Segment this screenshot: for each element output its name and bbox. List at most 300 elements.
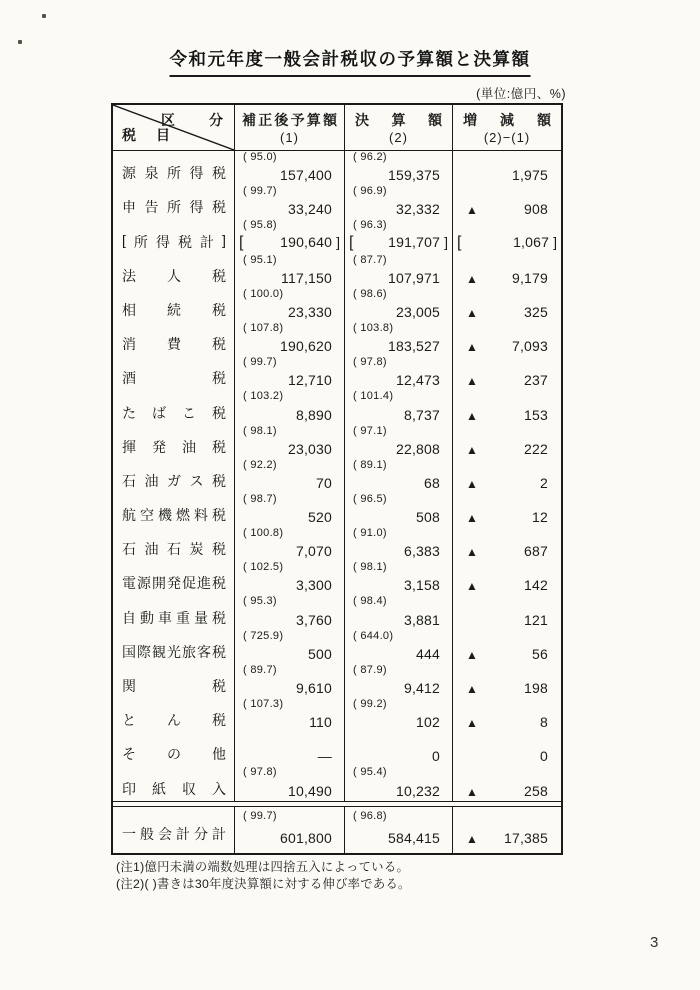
budget-cell bbox=[235, 493, 345, 527]
difference-value: 2 bbox=[540, 474, 548, 491]
budget-value: 33,240 bbox=[287, 201, 332, 218]
tax-name: 酒 税 bbox=[122, 370, 226, 387]
difference-value: 121 bbox=[524, 611, 548, 628]
budget-cell bbox=[235, 219, 345, 253]
table-row bbox=[113, 219, 561, 253]
value-line bbox=[453, 475, 561, 491]
settlement-cell bbox=[345, 322, 453, 356]
tax-name: 法 人 税 bbox=[122, 267, 226, 284]
table-row bbox=[113, 664, 561, 698]
tax-name-cell bbox=[113, 322, 235, 356]
settlement-value: 22,808 bbox=[395, 440, 440, 457]
budget-value: 23,330 bbox=[287, 303, 332, 320]
value-line bbox=[235, 372, 344, 388]
budget-value: 500 bbox=[308, 645, 332, 662]
settlement-value: 107,971 bbox=[387, 269, 440, 286]
header-settlement-sub: (2) bbox=[389, 130, 408, 145]
negative-triangle-icon: ▲ bbox=[466, 408, 478, 423]
total-name: 一 般 会 計 分 計 bbox=[122, 825, 226, 842]
budget-cell bbox=[235, 595, 345, 629]
settlement-cell bbox=[345, 664, 453, 698]
note-1: (注1)億円未満の端数処理は四捨五入によっている。 bbox=[116, 860, 410, 874]
budget-value: 12,710 bbox=[287, 372, 332, 389]
value-line bbox=[345, 475, 452, 491]
value-line bbox=[345, 646, 452, 662]
value-line bbox=[453, 201, 561, 217]
negative-triangle-icon: ▲ bbox=[466, 511, 478, 526]
value-line bbox=[345, 783, 452, 799]
settlement-cell bbox=[345, 254, 453, 288]
tax-name: 申 告 所 得 税 bbox=[122, 199, 226, 216]
value-line bbox=[345, 680, 452, 696]
settlement-value-growth-rate: ( 91.0) bbox=[353, 527, 387, 540]
difference-value: 0 bbox=[540, 748, 548, 765]
tax-name: と ん 税 bbox=[122, 712, 226, 729]
value-line bbox=[235, 646, 344, 662]
scan-speck bbox=[42, 14, 46, 18]
value-line bbox=[453, 577, 561, 593]
budget-value-growth-rate: ( 97.8) bbox=[243, 766, 277, 779]
value-line bbox=[453, 407, 561, 423]
value-line bbox=[453, 509, 561, 525]
header-difference-sub: (2)−(1) bbox=[483, 130, 531, 145]
tax-name-cell bbox=[113, 766, 235, 800]
table-row bbox=[113, 288, 561, 322]
negative-triangle-icon: ▲ bbox=[466, 784, 478, 799]
tax-name-cell bbox=[113, 185, 235, 219]
header-settlement-cell bbox=[345, 105, 453, 150]
tax-name: 石 油 石 炭 税 bbox=[122, 541, 226, 558]
budget-value: 23,030 bbox=[287, 440, 332, 457]
table-row bbox=[113, 390, 561, 424]
difference-cell bbox=[453, 185, 561, 219]
tax-name-cell bbox=[113, 561, 235, 595]
negative-triangle-icon: ▲ bbox=[466, 340, 478, 355]
tax-name: 石 油 ガ ス 税 bbox=[122, 472, 226, 489]
negative-triangle-icon: ▲ bbox=[466, 374, 478, 389]
settlement-cell bbox=[345, 356, 453, 390]
settlement-value: 191,707 bbox=[388, 233, 441, 250]
total-settlement-cell bbox=[345, 807, 453, 853]
settlement-value: 444 bbox=[416, 645, 440, 662]
tax-name-cell bbox=[113, 732, 235, 766]
budget-value: 110 bbox=[309, 714, 332, 731]
settlement-value-growth-rate: ( 96.2) bbox=[353, 151, 387, 163]
difference-cell bbox=[453, 219, 561, 253]
tax-name-cell bbox=[113, 356, 235, 390]
negative-triangle-icon: ▲ bbox=[466, 682, 478, 696]
total-settlement-growth-rate: ( 96.8) bbox=[353, 809, 387, 822]
header-settlement-label: 決 算 額 bbox=[355, 112, 442, 128]
budget-cell bbox=[235, 185, 345, 219]
budget-cell bbox=[235, 356, 345, 390]
tax-name-cell bbox=[113, 151, 235, 185]
tax-name: 相 続 税 bbox=[122, 301, 226, 318]
tax-name: 消 費 税 bbox=[122, 336, 226, 353]
page-number: 3 bbox=[650, 934, 659, 951]
header-kubun-label: 区 分 bbox=[161, 112, 223, 128]
budget-cell bbox=[235, 425, 345, 459]
difference-value: 153 bbox=[524, 406, 548, 423]
budget-cell bbox=[235, 322, 345, 356]
budget-cell bbox=[235, 288, 345, 322]
tax-name: 国 際 観 光 旅 客 税 bbox=[122, 643, 226, 660]
settlement-value-growth-rate: ( 96.5) bbox=[353, 492, 387, 505]
difference-cell bbox=[453, 322, 561, 356]
tax-name: [ 所 得 税 計 ] bbox=[122, 231, 226, 250]
value-line bbox=[345, 612, 452, 628]
difference-value: 222 bbox=[524, 440, 548, 457]
value-line bbox=[235, 748, 344, 764]
settlement-value: 23,005 bbox=[395, 303, 440, 320]
value-line bbox=[453, 543, 561, 559]
tax-name-cell bbox=[113, 664, 235, 698]
value-line bbox=[235, 783, 344, 799]
tax-name-cell bbox=[113, 493, 235, 527]
value-line bbox=[453, 748, 561, 764]
value-line bbox=[345, 441, 452, 457]
negative-triangle-icon: ▲ bbox=[466, 647, 478, 662]
budget-value: 7,070 bbox=[295, 543, 332, 560]
settlement-value-growth-rate: ( 103.8) bbox=[353, 321, 394, 334]
budget-value: 157,400 bbox=[279, 167, 332, 184]
tax-name: そ の 他 bbox=[122, 746, 226, 763]
difference-value: 237 bbox=[524, 372, 548, 389]
budget-value: 9,610 bbox=[295, 680, 332, 696]
budget-value: 3,300 bbox=[295, 577, 332, 594]
table-row bbox=[113, 425, 561, 459]
close-bracket: ] bbox=[444, 233, 448, 250]
settlement-cell bbox=[345, 493, 453, 527]
value-line bbox=[345, 167, 452, 183]
tax-name-cell bbox=[113, 425, 235, 459]
difference-value: 12 bbox=[532, 509, 548, 526]
difference-value: 1,067 bbox=[513, 233, 550, 250]
settlement-value-growth-rate: ( 644.0) bbox=[353, 629, 394, 642]
table-row bbox=[113, 185, 561, 219]
difference-value: 8 bbox=[540, 714, 548, 731]
budget-value: 10,490 bbox=[287, 782, 332, 799]
tax-name-cell bbox=[113, 390, 235, 424]
difference-value: 7,093 bbox=[511, 338, 548, 355]
tax-name-cell bbox=[113, 595, 235, 629]
tax-name: 関 税 bbox=[122, 678, 226, 694]
value-line bbox=[345, 201, 452, 217]
settlement-value-growth-rate: ( 96.9) bbox=[353, 185, 387, 198]
difference-cell bbox=[453, 425, 561, 459]
settlement-value: 183,527 bbox=[387, 338, 440, 355]
settlement-cell bbox=[345, 219, 453, 253]
value-line bbox=[345, 234, 452, 252]
tax-name: 源 泉 所 得 税 bbox=[122, 165, 226, 182]
settlement-cell bbox=[345, 459, 453, 493]
budget-value-growth-rate: ( 92.2) bbox=[243, 458, 277, 471]
close-bracket: ] bbox=[336, 233, 340, 250]
value-line bbox=[453, 167, 561, 183]
total-budget-cell bbox=[235, 807, 345, 853]
settlement-cell bbox=[345, 561, 453, 595]
value-line bbox=[345, 304, 452, 320]
settlement-cell bbox=[345, 527, 453, 561]
value-line bbox=[453, 783, 561, 799]
budget-cell bbox=[235, 561, 345, 595]
tax-name: 航 空 機 燃 料 税 bbox=[122, 507, 226, 524]
settlement-cell bbox=[345, 390, 453, 424]
header-budget-cell bbox=[235, 105, 345, 150]
tax-name: 自 動 車 重 量 税 bbox=[122, 609, 226, 626]
table-row bbox=[113, 459, 561, 493]
table-row bbox=[113, 322, 561, 356]
settlement-cell bbox=[345, 630, 453, 664]
value-line bbox=[453, 680, 561, 696]
tax-name-cell bbox=[113, 698, 235, 732]
tax-name: 揮 発 油 税 bbox=[122, 438, 226, 455]
value-line bbox=[345, 372, 452, 388]
table-row bbox=[113, 630, 561, 664]
budget-value: — bbox=[317, 748, 332, 765]
table-header-row bbox=[113, 105, 561, 151]
value-line bbox=[235, 714, 344, 730]
budget-value-growth-rate: ( 99.7) bbox=[243, 356, 277, 369]
settlement-value-growth-rate: ( 98.1) bbox=[353, 561, 387, 574]
budget-value-growth-rate: ( 107.8) bbox=[243, 321, 284, 334]
settlement-value: 9,412 bbox=[403, 680, 440, 696]
value-line bbox=[235, 167, 344, 183]
total-row bbox=[113, 807, 561, 853]
budget-value-growth-rate: ( 100.8) bbox=[243, 527, 284, 540]
value-line bbox=[235, 441, 344, 457]
tax-name-cell bbox=[113, 630, 235, 664]
page-title: 令和元年度一般会計税収の予算額と決算額 bbox=[170, 46, 531, 77]
value-line bbox=[235, 680, 344, 696]
tax-name-cell bbox=[113, 527, 235, 561]
budget-value-growth-rate: ( 102.5) bbox=[243, 561, 284, 574]
settlement-value: 102 bbox=[416, 714, 440, 731]
budget-value-growth-rate: ( 103.2) bbox=[243, 390, 284, 403]
difference-cell bbox=[453, 698, 561, 732]
table-row bbox=[113, 595, 561, 629]
total-budget-value: 601,800 bbox=[279, 829, 332, 846]
value-line bbox=[235, 475, 344, 491]
table-row bbox=[113, 151, 561, 185]
open-bracket: [ bbox=[239, 233, 244, 251]
settlement-value-growth-rate: ( 97.1) bbox=[353, 424, 387, 437]
settlement-value: 68 bbox=[424, 474, 440, 491]
open-bracket: [ bbox=[349, 233, 354, 251]
tax-name: た ば こ 税 bbox=[122, 404, 226, 421]
negative-triangle-icon: ▲ bbox=[466, 203, 478, 218]
settlement-value: 508 bbox=[416, 509, 440, 526]
negative-triangle-icon: ▲ bbox=[466, 271, 478, 286]
total-settlement-value: 584,415 bbox=[387, 829, 440, 846]
budget-value: 3,760 bbox=[295, 611, 332, 628]
value-line bbox=[453, 372, 561, 388]
budget-value-growth-rate: ( 95.8) bbox=[243, 219, 277, 232]
difference-cell bbox=[453, 664, 561, 698]
settlement-value-growth-rate: ( 99.2) bbox=[353, 698, 387, 710]
budget-cell bbox=[235, 390, 345, 424]
negative-triangle-icon: ▲ bbox=[466, 442, 478, 457]
value-line bbox=[235, 509, 344, 525]
value-line bbox=[235, 338, 344, 354]
value-line bbox=[453, 441, 561, 457]
value-line bbox=[235, 577, 344, 593]
value-line bbox=[235, 201, 344, 217]
difference-cell bbox=[453, 527, 561, 561]
settlement-cell bbox=[345, 595, 453, 629]
budget-value: 190,620 bbox=[279, 338, 332, 355]
value-line bbox=[453, 234, 561, 252]
settlement-cell bbox=[345, 185, 453, 219]
budget-value-growth-rate: ( 100.0) bbox=[243, 287, 284, 300]
negative-triangle-icon: ▲ bbox=[466, 305, 478, 320]
difference-value: 9,179 bbox=[511, 269, 548, 286]
budget-value-growth-rate: ( 89.7) bbox=[243, 663, 277, 676]
table-row bbox=[113, 732, 561, 766]
total-difference-cell bbox=[453, 807, 561, 853]
total-difference-value: 17,385 bbox=[503, 829, 548, 846]
tax-name: 電 源 開 発 促 進 税 bbox=[122, 575, 226, 592]
value-line bbox=[453, 338, 561, 354]
value-line bbox=[453, 304, 561, 320]
negative-triangle-icon: ▲ bbox=[466, 545, 478, 560]
difference-value: 908 bbox=[524, 201, 548, 218]
value-line bbox=[345, 714, 452, 730]
budget-value: 520 bbox=[308, 509, 332, 526]
footnotes bbox=[116, 859, 411, 892]
settlement-value: 32,332 bbox=[395, 201, 440, 218]
header-zeimoku-label: 税 目 bbox=[122, 127, 170, 143]
difference-cell bbox=[453, 766, 561, 800]
settlement-value-growth-rate: ( 87.7) bbox=[353, 253, 387, 266]
settlement-value: 12,473 bbox=[395, 372, 440, 389]
difference-cell bbox=[453, 390, 561, 424]
table-row bbox=[113, 254, 561, 288]
total-budget-growth-rate: ( 99.7) bbox=[243, 809, 277, 822]
budget-cell bbox=[235, 698, 345, 732]
value-line bbox=[453, 714, 561, 730]
tax-name-cell bbox=[113, 459, 235, 493]
budget-value: 70 bbox=[316, 474, 332, 491]
value-line bbox=[345, 407, 452, 423]
settlement-value-growth-rate: ( 98.6) bbox=[353, 287, 387, 300]
difference-value: 142 bbox=[524, 577, 548, 594]
settlement-cell bbox=[345, 698, 453, 732]
value-line bbox=[453, 646, 561, 662]
difference-cell bbox=[453, 561, 561, 595]
budget-cell bbox=[235, 732, 345, 766]
negative-triangle-icon: ▲ bbox=[466, 476, 478, 491]
table-row bbox=[113, 527, 561, 561]
budget-value-growth-rate: ( 725.9) bbox=[243, 629, 284, 642]
difference-value: 258 bbox=[524, 782, 548, 799]
value-line bbox=[235, 234, 344, 252]
settlement-value-growth-rate: ( 101.4) bbox=[353, 390, 394, 403]
value-line bbox=[345, 338, 452, 354]
tax-name-cell bbox=[113, 254, 235, 288]
header-budget-label: 補 正 後 予 算 額 bbox=[242, 112, 337, 128]
value-line bbox=[453, 270, 561, 286]
budget-cell bbox=[235, 766, 345, 800]
table-row bbox=[113, 561, 561, 595]
settlement-value-growth-rate: ( 95.4) bbox=[353, 766, 387, 779]
settlement-value-growth-rate: ( 98.4) bbox=[353, 595, 387, 608]
budget-value: 117,150 bbox=[281, 269, 332, 286]
difference-cell bbox=[453, 630, 561, 664]
value-line bbox=[235, 612, 344, 628]
difference-cell bbox=[453, 732, 561, 766]
settlement-value: 6,383 bbox=[403, 543, 440, 560]
total-name-cell bbox=[113, 807, 235, 853]
close-bracket: ] bbox=[553, 233, 557, 250]
tax-table bbox=[111, 103, 563, 855]
value-line bbox=[345, 509, 452, 525]
budget-value-growth-rate: ( 107.3) bbox=[243, 698, 284, 710]
settlement-value: 8,737 bbox=[403, 406, 440, 423]
budget-value-growth-rate: ( 95.1) bbox=[243, 253, 277, 266]
difference-cell bbox=[453, 459, 561, 493]
budget-value-growth-rate: ( 98.1) bbox=[243, 424, 277, 437]
settlement-value: 3,881 bbox=[403, 611, 440, 628]
settlement-cell bbox=[345, 766, 453, 800]
budget-cell bbox=[235, 527, 345, 561]
settlement-value-growth-rate: ( 87.9) bbox=[353, 663, 387, 676]
settlement-value: 0 bbox=[432, 748, 440, 765]
value-line bbox=[345, 577, 452, 593]
tax-name: 印 紙 収 入 bbox=[122, 780, 226, 797]
budget-cell bbox=[235, 254, 345, 288]
difference-value: 687 bbox=[524, 543, 548, 560]
header-corner-cell bbox=[113, 105, 235, 150]
budget-value-growth-rate: ( 95.0) bbox=[243, 151, 277, 163]
header-budget-sub: (1) bbox=[280, 130, 299, 145]
settlement-cell bbox=[345, 425, 453, 459]
settlement-value-growth-rate: ( 97.8) bbox=[353, 356, 387, 369]
difference-cell bbox=[453, 356, 561, 390]
value-line bbox=[235, 543, 344, 559]
budget-value-growth-rate: ( 98.7) bbox=[243, 492, 277, 505]
budget-cell bbox=[235, 664, 345, 698]
settlement-cell bbox=[345, 288, 453, 322]
settlement-value-growth-rate: ( 96.3) bbox=[353, 219, 387, 232]
negative-triangle-icon: ▲ bbox=[466, 831, 478, 846]
value-line bbox=[345, 543, 452, 559]
value-line bbox=[453, 612, 561, 628]
value-line bbox=[345, 748, 452, 764]
settlement-value: 10,232 bbox=[395, 782, 440, 799]
difference-value: 198 bbox=[524, 680, 548, 696]
negative-triangle-icon: ▲ bbox=[466, 716, 478, 731]
difference-cell bbox=[453, 151, 561, 185]
budget-value-growth-rate: ( 95.3) bbox=[243, 595, 277, 608]
table-row bbox=[113, 356, 561, 390]
value-line bbox=[235, 407, 344, 423]
difference-cell bbox=[453, 493, 561, 527]
value-line bbox=[345, 270, 452, 286]
unit-note: (単位:億円、%) bbox=[476, 87, 566, 101]
table-row bbox=[113, 493, 561, 527]
difference-cell bbox=[453, 254, 561, 288]
note-2: (注2)( )書きは30年度決算額に対する伸び率である。 bbox=[116, 876, 411, 891]
value-line bbox=[235, 304, 344, 320]
budget-value: 190,640 bbox=[280, 233, 333, 250]
table-row bbox=[113, 766, 561, 800]
settlement-cell bbox=[345, 151, 453, 185]
tax-name-cell bbox=[113, 288, 235, 322]
settlement-value-growth-rate: ( 89.1) bbox=[353, 458, 387, 471]
tax-name-cell bbox=[113, 219, 235, 253]
scan-speck bbox=[18, 40, 22, 44]
